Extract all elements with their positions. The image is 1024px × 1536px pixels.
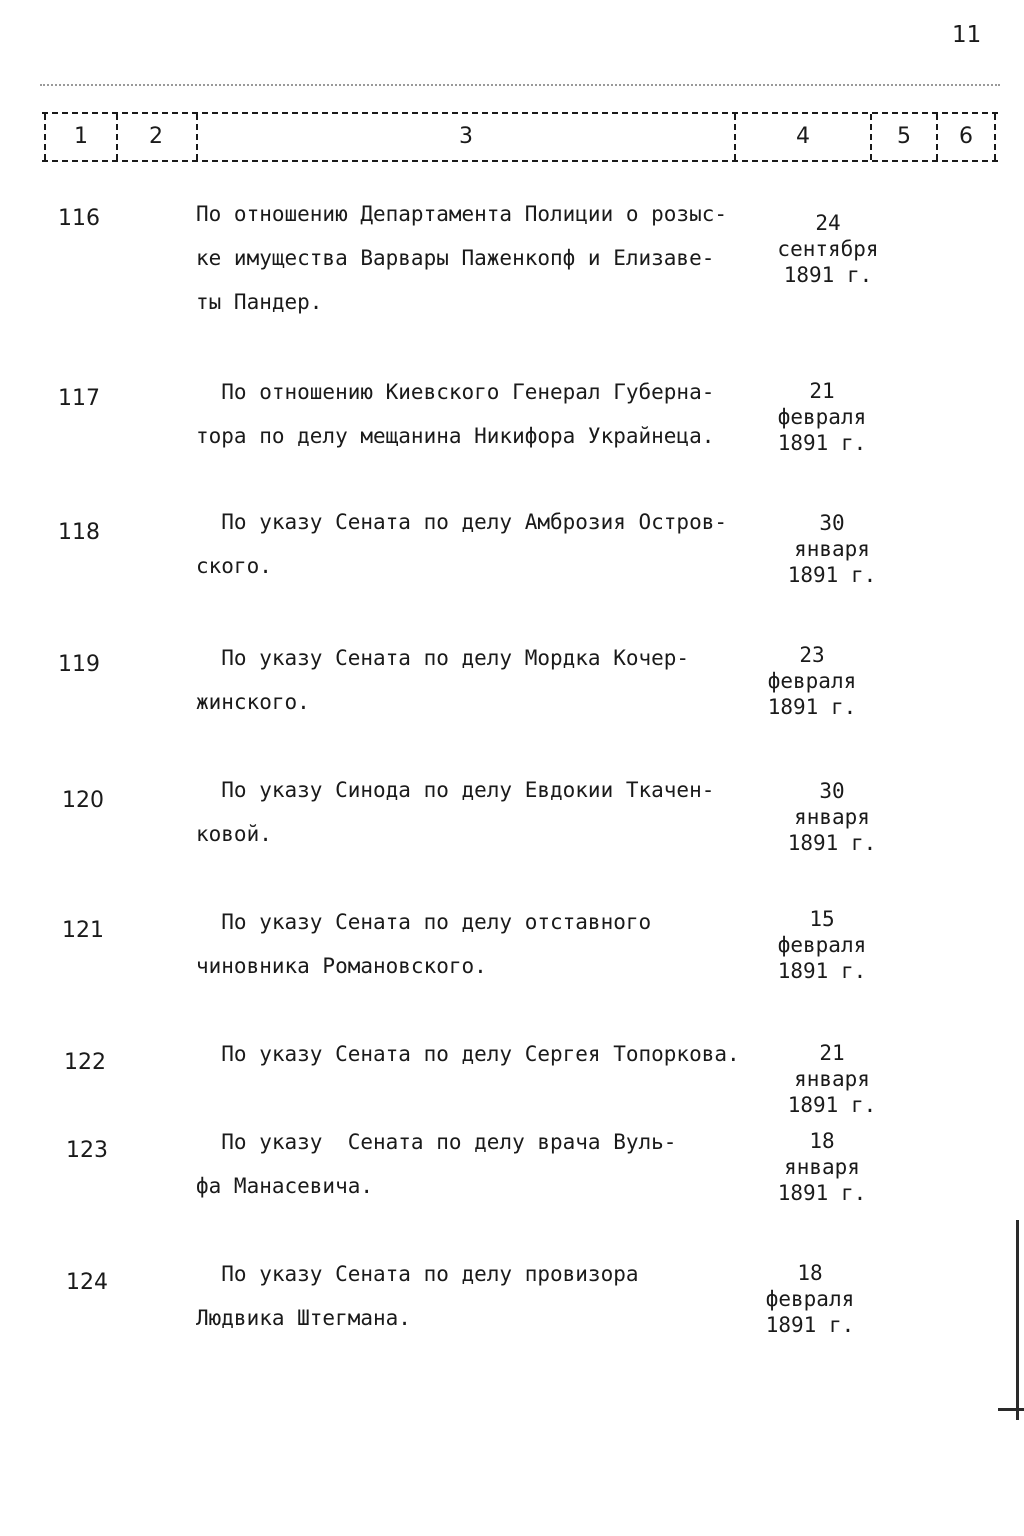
page-number: 11: [952, 22, 982, 48]
entry-number: 118: [58, 520, 100, 545]
description-line: фа Манасевича.: [196, 1174, 374, 1198]
entry-description: [196, 1032, 740, 1076]
date-month: февраля: [767, 669, 857, 693]
date-day: 30: [819, 511, 845, 535]
entry-description: [196, 768, 714, 856]
date-month: февраля: [777, 405, 867, 429]
entry-number: 120: [62, 788, 104, 813]
entry-date: [762, 1040, 902, 1118]
date-year: 1891 г.: [787, 831, 877, 855]
description-line: По указу Синода по делу Евдокии Ткачен-: [196, 778, 715, 802]
date-day: 15: [809, 907, 835, 931]
entry-description: [196, 900, 651, 988]
description-line: ты Пандер.: [196, 290, 323, 314]
entry-date: [740, 1260, 880, 1338]
entry-date: [742, 642, 882, 720]
date-year: 1891 г.: [787, 1093, 877, 1117]
date-day: 30: [819, 779, 845, 803]
date-year: 1891 г.: [767, 695, 857, 719]
description-line: тора по делу мещанина Никифора Украйнеца.: [196, 424, 715, 448]
description-line: По указу Сената по делу врача Вуль-: [196, 1130, 677, 1154]
description-line: По указу Сената по делу отставного: [196, 910, 652, 934]
description-line: ке имущества Варвары Паженкопф и Елизаве-: [196, 246, 715, 270]
date-month: января: [794, 805, 870, 829]
description-line: По указу Сената по делу Сергея Топоркова.: [196, 1042, 740, 1066]
column-header-1: 1: [74, 124, 88, 149]
entry-date: [752, 1128, 892, 1206]
date-month: января: [794, 1067, 870, 1091]
entry-description: [196, 370, 714, 458]
date-year: 1891 г.: [777, 959, 867, 983]
date-year: 1891 г.: [777, 431, 867, 455]
date-month: сентября: [777, 237, 879, 261]
date-day: 21: [819, 1041, 845, 1065]
entry-number: 117: [58, 386, 100, 411]
entry-number: 119: [58, 652, 100, 677]
date-day: 18: [809, 1129, 835, 1153]
date-month: февраля: [765, 1287, 855, 1311]
column-header-3: 3: [459, 124, 473, 149]
date-month: января: [794, 537, 870, 561]
entry-number: 122: [64, 1050, 106, 1075]
entry-date: [752, 378, 892, 456]
entry-description: [196, 636, 689, 724]
description-line: По указу Сената по делу Амброзия Остров-: [196, 510, 728, 534]
description-line: По указу Сената по делу провизора: [196, 1262, 639, 1286]
description-line: чиновника Романовского.: [196, 954, 487, 978]
description-line: По указу Сената по делу Мордка Кочер-: [196, 646, 690, 670]
description-line: По отношению Департамента Полиции о розыс-: [196, 202, 728, 226]
entry-description: [196, 1120, 676, 1208]
entry-description: [196, 1252, 639, 1340]
dotted-rule: [40, 84, 1000, 90]
description-line: По отношению Киевского Генерал Губерна-: [196, 380, 715, 404]
date-day: 23: [799, 643, 825, 667]
entry-date: [762, 510, 902, 588]
description-line: ского.: [196, 554, 272, 578]
date-day: 21: [809, 379, 835, 403]
date-year: 1891 г.: [783, 263, 873, 287]
entry-date: [752, 906, 892, 984]
entry-date: [762, 778, 902, 856]
entry-date: [758, 210, 898, 288]
column-header-6: 6: [959, 124, 973, 149]
entry-number: 124: [66, 1270, 108, 1295]
entry-number: 123: [66, 1138, 108, 1163]
column-header-5: 5: [897, 124, 911, 149]
entry-description: [196, 500, 727, 588]
date-year: 1891 г.: [787, 563, 877, 587]
date-year: 1891 г.: [777, 1181, 867, 1205]
description-line: жинского.: [196, 690, 310, 714]
column-header: [42, 112, 998, 162]
column-separator: [994, 114, 996, 160]
entry-number: 116: [58, 206, 100, 231]
date-day: 24: [815, 211, 841, 235]
scan-edge-mark: [1016, 1220, 1019, 1420]
entry-number: 121: [62, 918, 104, 943]
date-month: января: [784, 1155, 860, 1179]
description-line: ковой.: [196, 822, 272, 846]
scan-edge-dash: [998, 1408, 1024, 1411]
date-month: февраля: [777, 933, 867, 957]
entry-description: [196, 192, 727, 324]
column-header-4: 4: [796, 124, 810, 149]
date-day: 18: [797, 1261, 823, 1285]
date-year: 1891 г.: [765, 1313, 855, 1337]
description-line: Людвика Штегмана.: [196, 1306, 411, 1330]
column-header-2: 2: [149, 124, 163, 149]
